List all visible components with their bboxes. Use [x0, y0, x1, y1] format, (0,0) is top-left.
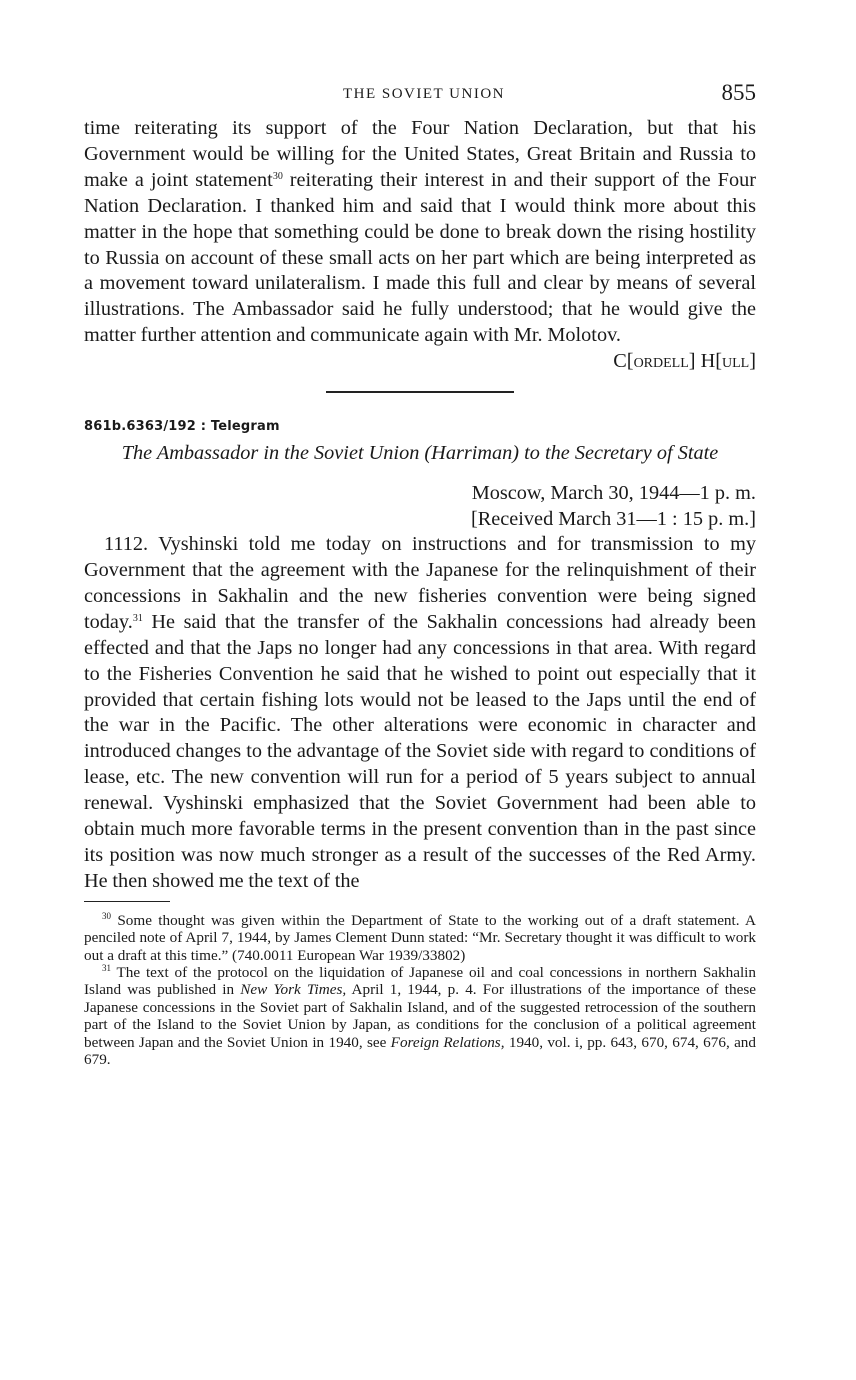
letter-continuation	[84, 116, 756, 349]
signature	[84, 349, 756, 375]
letter-text-part-2: reiterating their interest in and their support of the Four Nation Declaration. I thanked him and said that I would think more about this matter in the hope that something could be done to break down the rising hostility to Russia on account of these small acts on her part which are being interpreted as a movement toward unilateralism. I made this full and clear by means of several illustrations. The Ambassador said he fully understood; that he would give the matter further attention and communicate again with Mr. Molotov.	[84, 168, 756, 347]
file-reference: 861b.6363/192 : Telegram	[84, 419, 280, 435]
letter-text-part-1: time reiterating its support of the Four Nation Declaration, but that his Government would be willing for the United States, Great Britain and Russia to make a joint statement	[84, 117, 756, 191]
running-title: THE SOVIET UNION	[342, 86, 506, 102]
signature-ordell: ordell	[633, 350, 689, 373]
footnotes	[84, 912, 756, 1069]
signature-initial-c: C[	[613, 350, 634, 373]
signature-initial-h: ] H[	[688, 350, 723, 373]
paragraph-number: 1112.	[104, 533, 149, 556]
footnote-ref-31: 31	[132, 612, 143, 624]
running-head	[84, 76, 756, 116]
footnote-divider	[84, 901, 170, 902]
footnote-marker: 30	[102, 910, 111, 921]
signature-ull: ull	[722, 350, 750, 373]
footnote-marker: 31	[102, 962, 111, 973]
footnote-ref-30: 30	[272, 170, 283, 182]
telegram-text-part-2: He said that the transfer of the Sakhalin concessions had already been effected and that the Japs no longer had any concessions in that area. With regard to the Fisheries Convention he said that he wished to point out especially that it provided that certain fishing lots would not be leased to the Japs until the end of the war in the Pacific. The other alterations were economic in character and introduced changes to the advantage of the Soviet side with regard to conditions of lease, etc. The new convention will run for a period of 5 years subject to annual renewal. Vyshinski emphasized that the Soviet Government had been able to obtain much more favorable terms in the present convention than in the past since its position was now much stronger as a result of the successes of the Red Army. He then showed me the text of the	[84, 610, 756, 892]
footnote-text: The text of the protocol on the liquidation of Japanese oil and coal concessions in northern Sakhalin Island was published in	[84, 963, 756, 999]
section-divider	[326, 391, 514, 393]
footnote-31	[84, 964, 756, 1068]
footnote-30	[84, 912, 756, 964]
telegram-text-part-1: Vyshinski told me today on instructions and for transmission to my Government that the agreement with the Japanese for the relinquishment of their concessions in Sakhalin and the new fisheries convention were being signed today.	[84, 533, 756, 633]
date-received: [Received March 31—1 : 15 p. m.]	[471, 508, 756, 531]
footnote-citation-nyt: New York Times,	[240, 981, 347, 999]
document-page	[84, 76, 756, 1068]
signature-bracket-close: ]	[749, 350, 756, 373]
document-title: The Ambassador in the Soviet Union (Harriman) to the Secretary of State	[121, 442, 719, 465]
footnote-text: Some thought was given within the Department of State to the working out of a draft statement. A penciled note of April 7, 1944, by James Clement Dunn stated: “Mr. Secretary thought it was difficult to work out a draft at this time.” (740.0011 European War 1939/33802)	[84, 911, 757, 964]
footnote-text: 1940, vol. i, pp. 643, 670, 674, 676, and 679.	[84, 1033, 756, 1068]
telegram-body	[84, 532, 756, 895]
dateline	[84, 480, 756, 532]
footnote-text: April 1, 1944, p. 4. For illustrations of the importance of these Japanese concessions in the Soviet part of Sakhalin Island, and of the suggested retrocession of the southern part of the Island to the Soviet Union by Japan, as conditions for the conclusion of a political agreement between Japan and the Soviet Union in 1940, see	[84, 981, 756, 1051]
footnote-citation-foreign-relations: Foreign Relations,	[390, 1033, 505, 1051]
date-sent: Moscow, March 30, 1944—1 p. m.	[471, 482, 756, 505]
page-number: 855	[721, 80, 756, 105]
